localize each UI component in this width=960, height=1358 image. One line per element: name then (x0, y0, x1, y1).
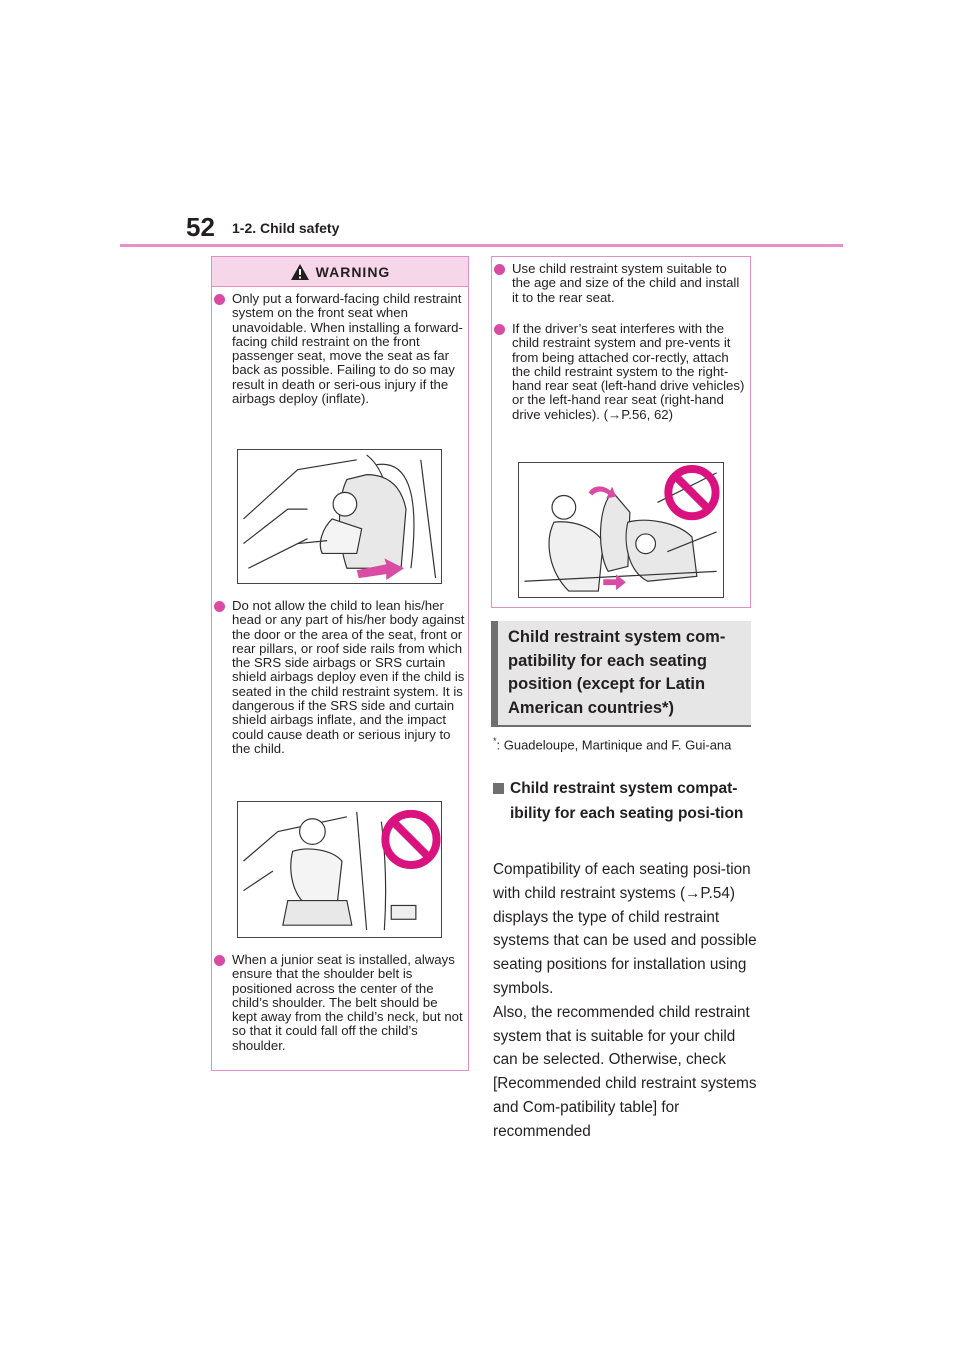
footnote-text: : Guadeloupe, Martinique and F. Gui-ana (496, 737, 732, 753)
bullet-icon (494, 324, 505, 335)
bullet-icon (214, 294, 225, 305)
warning-item-5 (494, 322, 746, 422)
warning-item-text: If the driver’s seat interferes with the child restraint system and pre-vents it from being attached cor-rectly, attach the child restraint system to the right-hand rear seat (left-hand drive vehicles) or the left-hand rear seat (right-hand drive vehicles). (→P.56, 62) (512, 321, 745, 422)
page-number: 52 (186, 212, 215, 242)
section-title: 1-2. Child safety (232, 220, 340, 236)
warning-item-text: When a junior seat is installed, always ensure that the shoulder belt is positioned across the center of the child’s shoulder. The belt should be kept away from the child’s neck, but not so that it could fall off the child’s shoulder. (232, 952, 463, 1053)
figure-child-leaning-prohibited (237, 801, 442, 938)
bullet-icon (214, 601, 225, 612)
warning-item-3 (214, 953, 466, 1053)
header-rule (120, 244, 843, 247)
figure-driver-seat-interference (518, 462, 724, 598)
section-heading: Child restraint system com-patibility for each seating position (except for Latin American countries*) (491, 621, 751, 727)
warning-item-text: Do not allow the child to lean his/her head or any part of his/her body against the door or the area of the seat, front or rear pillars, or roof side rails from which the SRS side airbags or SRS curtain shield airbags deploy even if the child is seated in the child restraint system. It is dangerous if the SRS side and curtain shield airbags inflate, and the impact could cause death or serious injury to the child. (232, 598, 465, 756)
body-text (493, 858, 758, 1144)
warning-label: WARNING (315, 263, 391, 280)
driver-seat-interference-illustration (519, 463, 723, 597)
warning-item-text: Only put a forward-facing child restraint system on the front seat when unavoidable. When installing a forward-facing child restraint on the front passenger seat, move the seat as far back as possible. Failing to do so may result in death or seri-ous injury if the airbags deploy (inflate). (232, 291, 463, 407)
warning-header (212, 257, 468, 287)
warning-item-4 (494, 262, 746, 305)
bullet-icon (214, 955, 225, 966)
body-paragraph-1: Compatibility of each seating posi-tion with child restraint systems (→P.54) displays the type of child restraint systems that can be used and possible seating positions for installation using symbols. (493, 861, 757, 997)
child-leaning-illustration (238, 802, 441, 937)
footnote (493, 733, 753, 754)
warning-item-text: Use child restraint system suitable to the age and size of the child and install it to the rear seat. (512, 261, 740, 305)
sub-heading (493, 777, 758, 826)
bullet-icon (494, 264, 505, 275)
warning-item-1 (214, 292, 466, 406)
square-bullet-icon (493, 783, 504, 794)
child-seat-front-illustration (238, 450, 441, 583)
body-paragraph-2: Also, the recommended child restraint system that is suitable for your child can be selected. Otherwise, check [Recommended child restraint systems and Com-patibility table] for recommended (493, 1003, 757, 1140)
sub-heading-text: Child restraint system compat-ibility for each seating posi-tion (510, 780, 744, 822)
footnote-mark: * (493, 736, 497, 746)
figure-forward-facing-seat (237, 449, 442, 584)
warning-triangle-icon (290, 263, 310, 281)
warning-item-2 (214, 599, 466, 756)
